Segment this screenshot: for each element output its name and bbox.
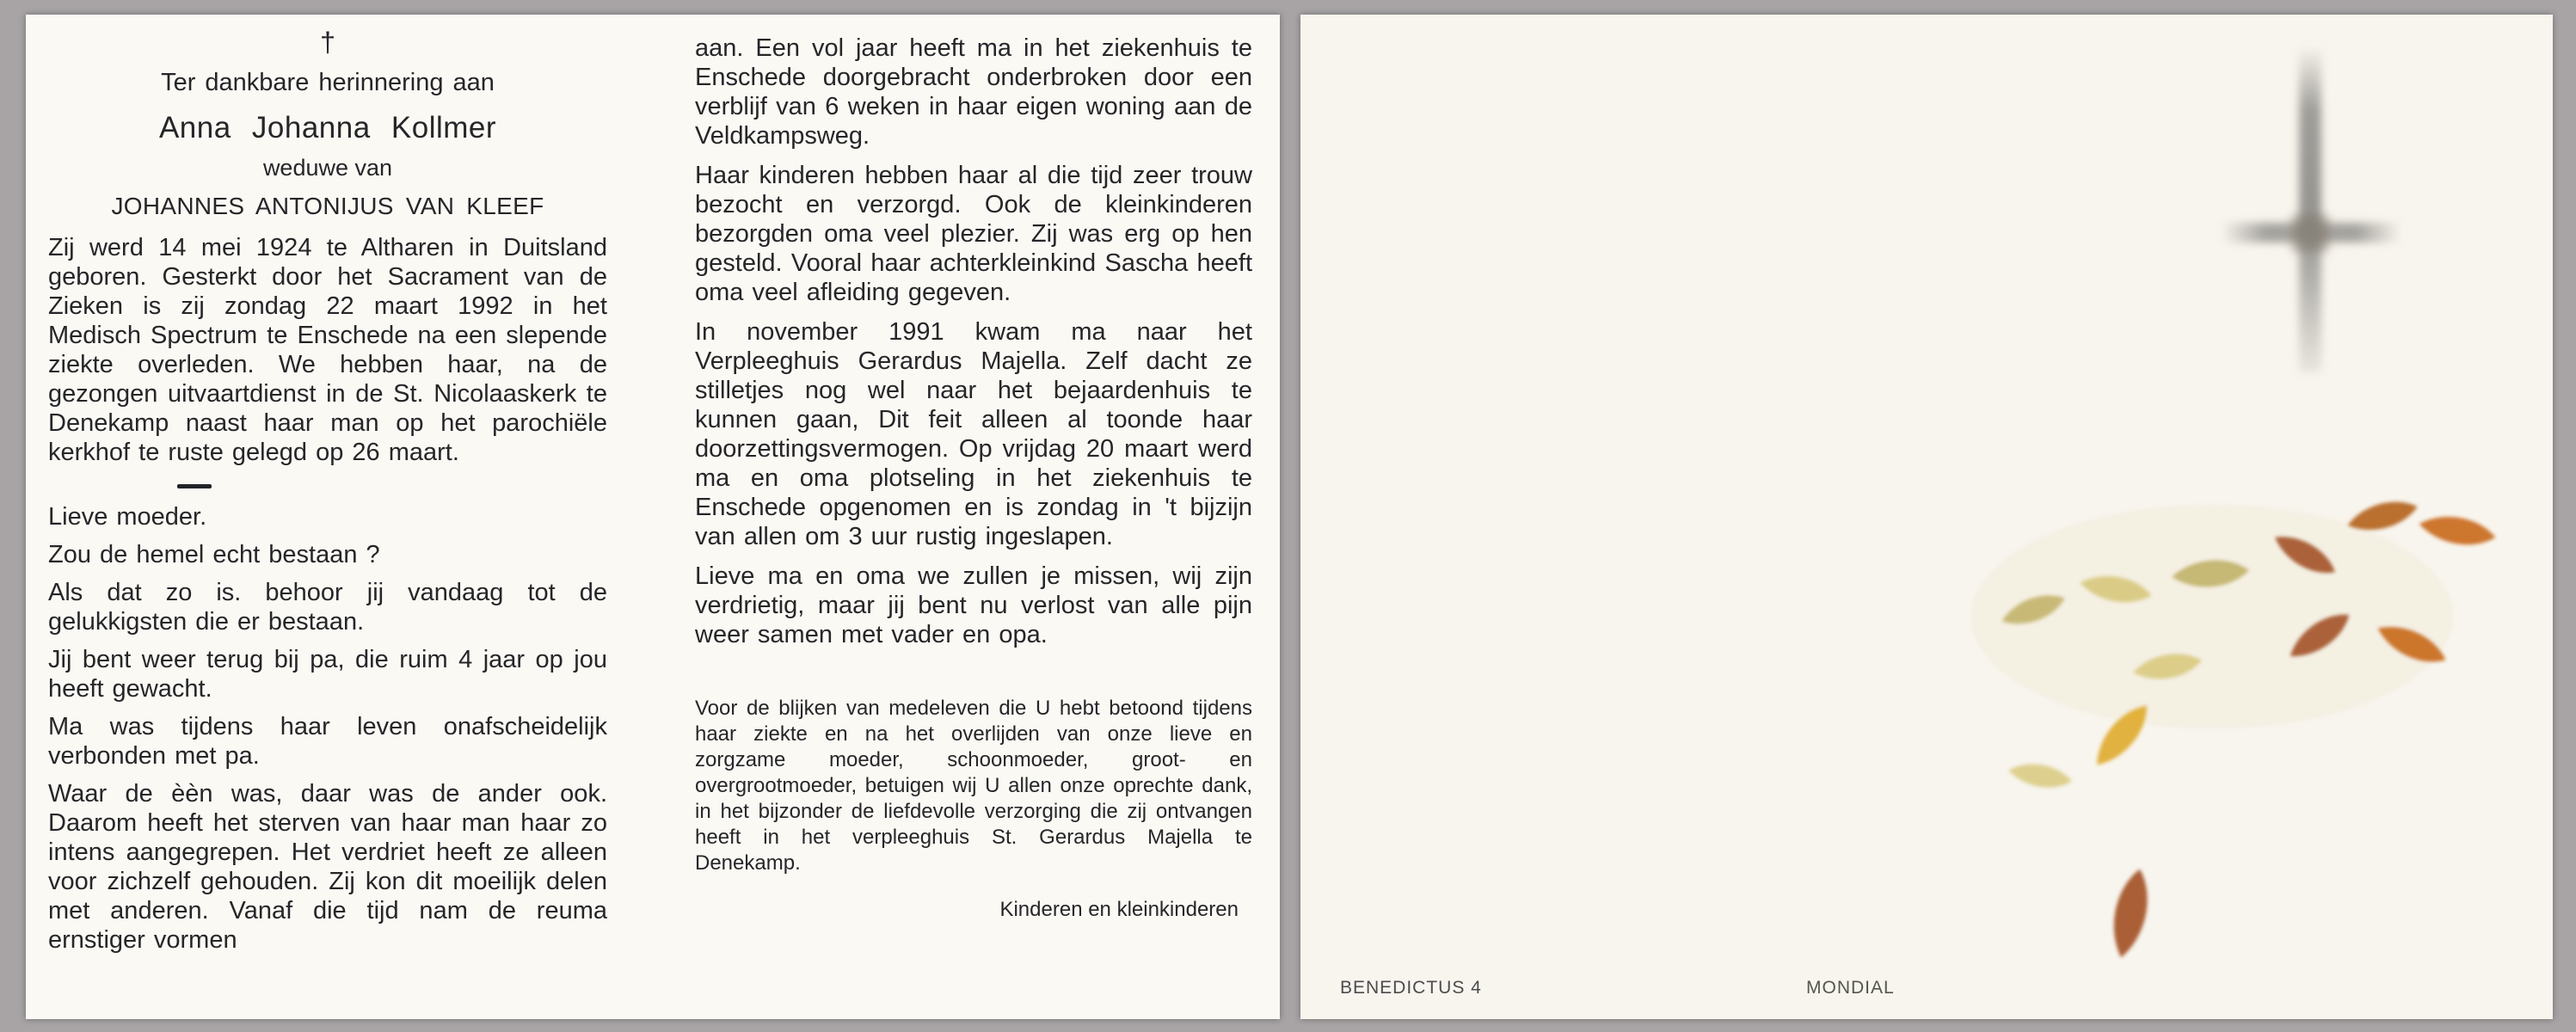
deceased-name: Anna Johanna Kollmer — [158, 111, 497, 144]
cross-illustration — [2221, 46, 2401, 372]
memorial-paragraph: In november 1991 kwam ma naar het Verpleeghuis Gerardus Majella. Zelf dacht ze stilletjes nog wel naar het bejaardenhuis te kunnen gaan, Dit feit alleen al toonde haar doorzettingsvermogen. Op vrijdag 20 maart werd ma en oma plotseling in het ziekenhuis te Enschede opgenomen en is zondag in 't bijzijn van allen om 3 uur rustig ingeslapen. — [695, 318, 1252, 550]
signature-line: Kinderen en kleinkinderen — [999, 898, 1239, 921]
biography-paragraph: Zij werd 14 mei 1924 te Altharen in Duitsland geboren. Gesterkt door het Sacrament van de Zieken is zij zondag 22 maart 1992 in het Medisch Spectrum te Enschede na een slepende ziekte overleden. We hebben haar, na de gezongen uitvaartdienst in de St. Nicolaaskerk te Denekamp naast haar man op het parochiële kerkhof te ruste gelegd op 26 maart. — [48, 234, 607, 466]
publisher-imprint: BENEDICTUS 4 — [1340, 978, 1482, 998]
spacer — [695, 649, 1252, 696]
printer-imprint: MONDIAL — [1806, 978, 1895, 998]
dedication-line: Ter dankbare herinnering aan — [161, 69, 495, 96]
cross-symbol: † — [320, 27, 335, 58]
memorial-paragraph: Haar kinderen hebben haar al die tijd zeer trouw bezocht en verzorgd. Ook de kleinkinderen bezorgden oma veel plezier. Zij was erg op hen gesteld. Vooral haar achterkleinkind Sascha heeft oma veel afleiding gegeven. — [695, 162, 1252, 306]
spouse-name: JOHANNES ANTONIJUS VAN KLEEF — [111, 193, 544, 219]
leaf-icon — [2417, 511, 2498, 550]
memorial-card-text-page — [26, 15, 1280, 1019]
memorial-paragraph: Jij bent weer terug bij pa, die ruim 4 jaar op jou heeft gewacht. — [48, 646, 607, 703]
memorial-paragraph: Lieve moeder. — [48, 503, 207, 531]
memorial-paragraph: Ma was tijdens haar leven onafscheidelijk verbonden met pa. — [48, 713, 607, 770]
acknowledgement-paragraph: Voor de blijken van medeleven die U hebt betoond tijdens haar ziekte en na het overlijden van onze lieve en zorgzame moeder, schoonmoeder, groot- en overgrootmoeder, betuigen wij U allen onze oprechte dank, in het bijzonder de liefdevolle verzorging die zij ontvangen heeft in het verpleeghuis St. Gerardus Majella te Denekamp. — [695, 697, 1252, 875]
cover-illustration — [1300, 15, 2553, 1019]
memorial-paragraph: Zou de hemel echt bestaan ? — [48, 541, 380, 568]
relation-line: weduwe van — [262, 155, 393, 181]
autumn-leaves-illustration — [1971, 494, 2498, 961]
leaf-icon — [2106, 866, 2155, 961]
section-divider — [177, 484, 212, 488]
memorial-paragraph: Lieve ma en oma we zullen je missen, wij zijn verdrietig, maar jij bent nu verlost van alle pijn weer samen met vader en opa. — [695, 562, 1252, 648]
text-column-right — [695, 34, 1252, 923]
memorial-paragraph: aan. Een vol jaar heeft ma in het ziekenhuis te Enschede doorgebracht onderbroken door een verblijf van 6 weken in haar eigen woning aan de Veldkampsweg. — [695, 34, 1252, 150]
memorial-paragraph: Als dat zo is. behoor jij vandaag tot de gelukkigsten die er bestaan. — [48, 579, 607, 636]
memorial-paragraph: Waar de èèn was, daar was de ander ook. Daarom heeft het sterven van haar man haar zo intens aangegrepen. Het verdriet heeft ze alleen voor zichzelf gehouden. Zij kon dit moeilijk delen met anderen. Vanaf die tijd nam de reuma ernstiger vormen — [48, 780, 607, 954]
leaf-icon — [2007, 759, 2074, 792]
text-column-left — [48, 27, 607, 955]
memorial-card-art-page — [1300, 15, 2553, 1019]
